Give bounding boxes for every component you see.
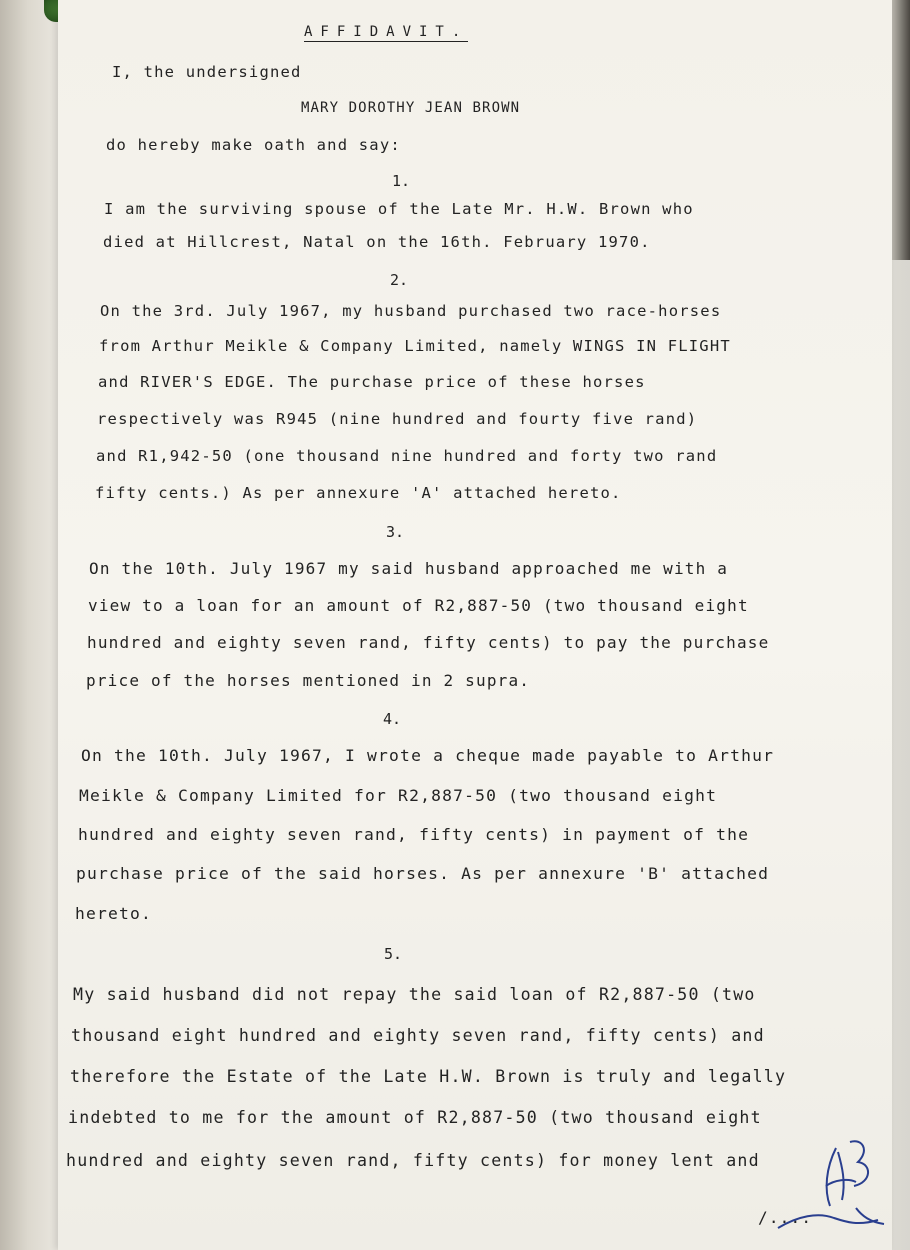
oath-line: do hereby make oath and say: bbox=[106, 136, 401, 154]
section-line: from Arthur Meikle & Company Limited, namely WINGS IN FLIGHT bbox=[99, 337, 731, 355]
section-line: On the 3rd. July 1967, my husband purchased two race-horses bbox=[100, 302, 722, 320]
section-number: 1. bbox=[392, 172, 411, 190]
section-line: indebted to me for the amount of R2,887-50 (two thousand eight bbox=[68, 1108, 762, 1127]
section-line: purchase price of the said horses. As per annexure 'B' attached bbox=[76, 864, 770, 883]
section-line: On the 10th. July 1967 my said husband approached me with a bbox=[89, 559, 729, 578]
continuation-marker: /.... bbox=[758, 1208, 813, 1227]
section-line: hundred and eighty seven rand, fifty cents) to pay the purchase bbox=[87, 633, 770, 652]
section-line: price of the horses mentioned in 2 supra. bbox=[86, 671, 531, 690]
section-line: therefore the Estate of the Late H.W. Brown is truly and legally bbox=[70, 1067, 787, 1086]
section-line: hereto. bbox=[75, 904, 153, 923]
section-line: hundred and eighty seven rand, fifty cents) in payment of the bbox=[78, 825, 750, 844]
section-line: view to a loan for an amount of R2,887-50 (two thousand eight bbox=[88, 596, 749, 615]
section-line: fifty cents.) As per annexure 'A' attached hereto. bbox=[95, 484, 622, 502]
section-line: respectively was R945 (nine hundred and fourty five rand) bbox=[97, 410, 698, 428]
section-line: My said husband did not repay the said loan of R2,887-50 (two bbox=[73, 985, 756, 1004]
section-number: 3. bbox=[386, 523, 405, 541]
section-line: and R1,942-50 (one thousand nine hundred and forty two rand bbox=[96, 447, 718, 465]
section-line: thousand eight hundred and eighty seven rand, fifty cents) and bbox=[71, 1026, 765, 1045]
section-line: On the 10th. July 1967, I wrote a cheque made payable to Arthur bbox=[81, 746, 775, 765]
section-line: I am the surviving spouse of the Late Mr. H.W. Brown who bbox=[104, 200, 694, 218]
section-number: 5. bbox=[384, 945, 403, 963]
intro-line: I, the undersigned bbox=[112, 63, 302, 81]
section-line: Meikle & Company Limited for R2,887-50 (two thousand eight bbox=[79, 786, 718, 805]
section-number: 4. bbox=[383, 710, 402, 728]
handwritten-initials-icon bbox=[738, 1128, 898, 1238]
section-line: and RIVER'S EDGE. The purchase price of these horses bbox=[98, 373, 646, 391]
section-number: 2. bbox=[390, 271, 409, 289]
deponent-name: MARY DOROTHY JEAN BROWN bbox=[301, 100, 521, 116]
document-title: AFFIDAVIT. bbox=[304, 24, 469, 40]
section-line: died at Hillcrest, Natal on the 16th. February 1970. bbox=[103, 233, 651, 251]
section-line: hundred and eighty seven rand, fifty cents) for money lent and bbox=[66, 1151, 760, 1170]
